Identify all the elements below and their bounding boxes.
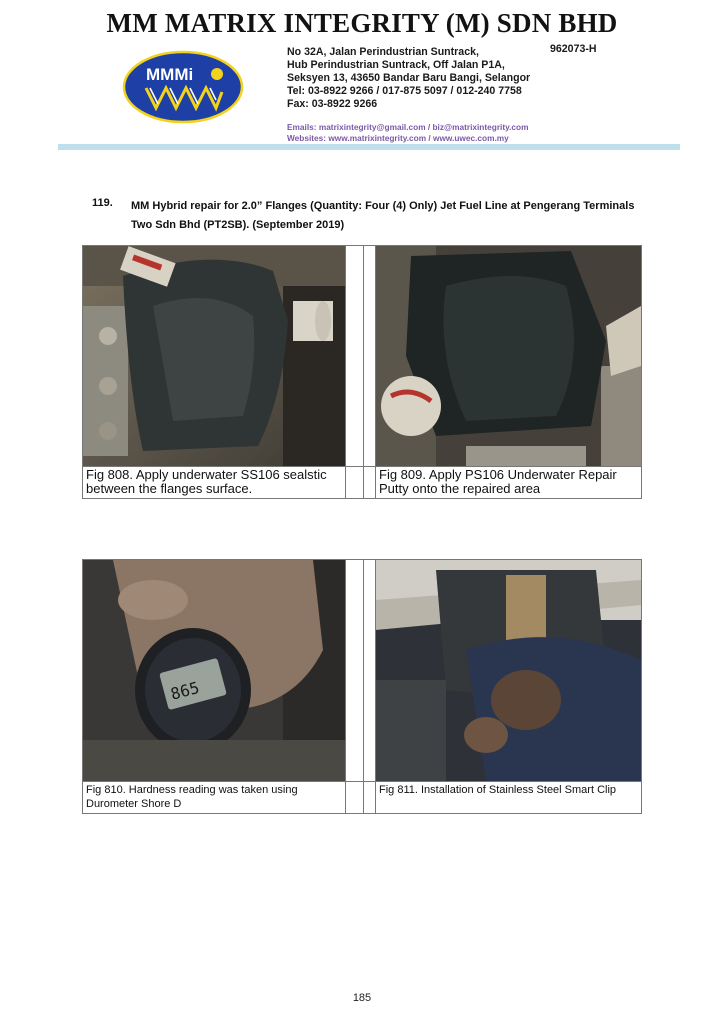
figure-table-2: [82, 559, 642, 814]
photo-putty-repair: [376, 246, 641, 466]
header-divider: [58, 144, 680, 150]
address-line: Hub Perindustrian Suntrack, Off Jalan P1A,: [287, 59, 505, 71]
logo-text: MMMi: [146, 65, 194, 84]
emails-line: Emails: matrixintegrity@gmail.com / biz@matrixintegrity.com: [287, 122, 529, 132]
figure-caption: Fig 810. Hardness reading was taken using Durometer Shore D: [83, 782, 346, 814]
photo-flange-sealant: [83, 246, 345, 466]
page-number: 185: [352, 992, 372, 1004]
spacer-cell: [346, 246, 364, 467]
contact-info: [287, 122, 529, 143]
photo-smart-clip-install: [376, 560, 641, 781]
svg-text:865: 865: [168, 677, 202, 704]
spacer-cell: [346, 560, 364, 782]
photo-cell: [83, 560, 346, 782]
spacer-cell: [364, 782, 376, 814]
spacer-cell: [364, 560, 376, 782]
figure-caption: Fig 809. Apply PS106 Underwater Repair Putty onto the repaired area: [376, 467, 642, 499]
company-logo: [122, 50, 244, 124]
figure-table-1: [82, 245, 642, 499]
registration-number: 962073-H: [550, 43, 597, 55]
company-name: MM MATRIX INTEGRITY (M) SDN BHD: [106, 8, 618, 38]
address-line: Seksyen 13, 43650 Bandar Baru Bangi, Selangor: [287, 72, 531, 84]
address-line: No 32A, Jalan Perindustrian Suntrack,: [287, 46, 479, 58]
section-number: 119.: [92, 197, 113, 209]
spacer-cell: [346, 467, 364, 499]
photo-durometer-reading: [83, 560, 345, 781]
websites-line: Websites: www.matrixintegrity.com / www.uwec.com.my: [287, 132, 509, 143]
phone-line: Tel: 03-8922 9266 / 017-875 5097 / 012-240 7758: [287, 85, 522, 97]
photo-cell: [376, 246, 642, 467]
photo-cell: [83, 246, 346, 467]
spacer-cell: [364, 246, 376, 467]
spacer-cell: [346, 782, 364, 814]
spacer-cell: [364, 467, 376, 499]
photo-cell: [376, 560, 642, 782]
section-title: MM Hybrid repair for 2.0” Flanges (Quantity: Four (4) Only) Jet Fuel Line at Pengerang Terminals Two Sdn Bhd (PT2SB). (September 2019): [131, 200, 635, 231]
company-address: [287, 46, 530, 111]
figure-caption: Fig 808. Apply underwater SS106 sealstic between the flanges surface.: [83, 467, 346, 499]
figure-caption: Fig 811. Installation of Stainless Steel Smart Clip: [376, 782, 642, 814]
fax-line: Fax: 03-8922 9266: [287, 98, 378, 110]
